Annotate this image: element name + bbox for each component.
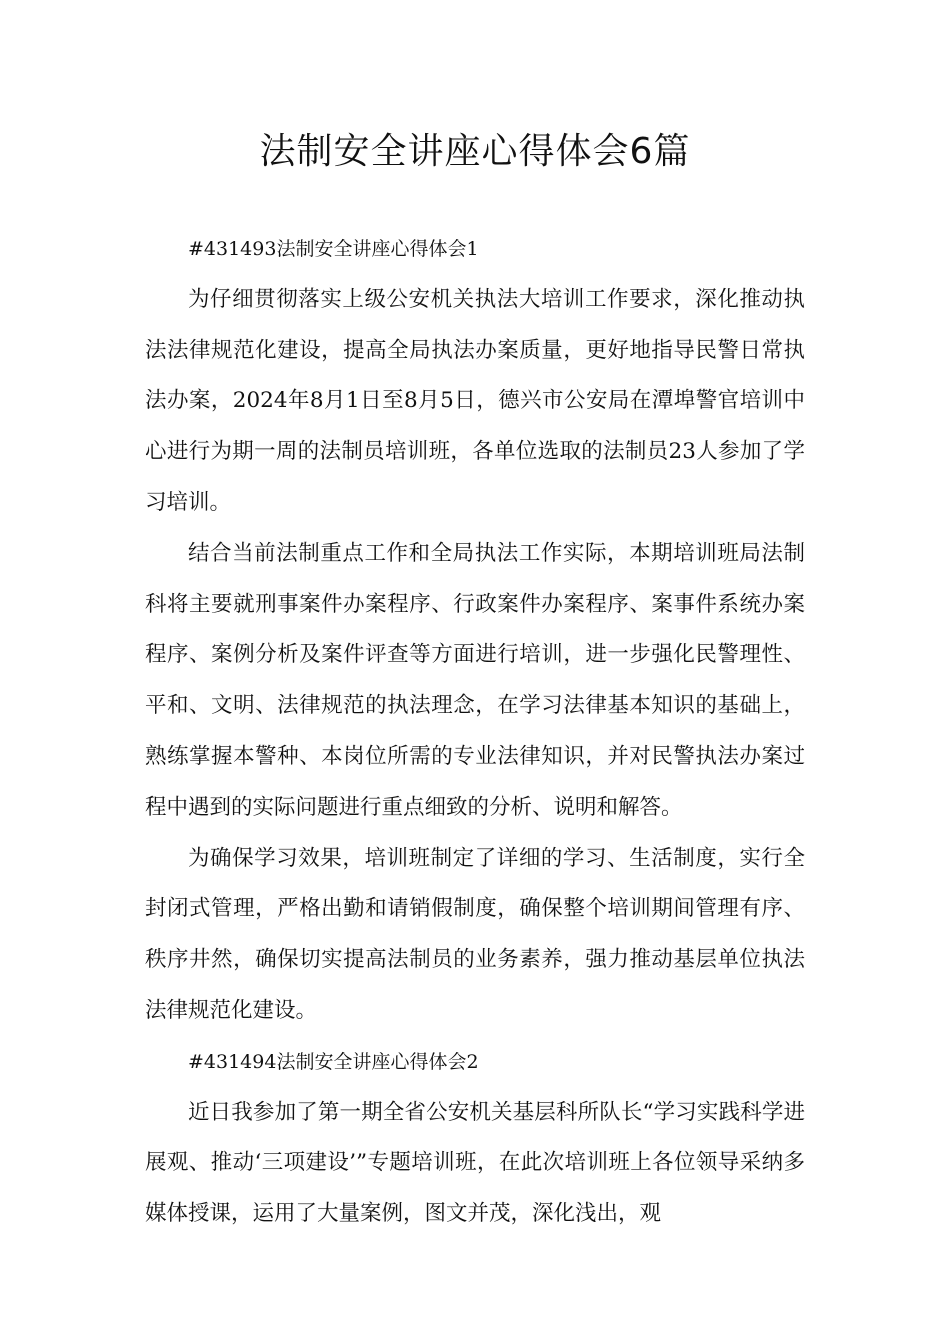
document-title: 法制安全讲座心得体会6篇 xyxy=(259,131,691,172)
section-heading-1: #431493法制安全讲座心得体会1 xyxy=(188,238,479,260)
paragraph-1: 为仔细贯彻落实上级公安机关执法大培训工作要求，深化推动执法法律规范化建设，提高全局执法办案质量，更好地指导民警日常执法办案，2024年8月1日至8月5日，德兴市公安局在潭埠警官培训中心进行为期一周的法制员培训班，各单位选取的法制员23人参加了学习培训。 xyxy=(145,286,805,515)
paragraph-4: 近日我参加了第一期全省公安机关基层科所队长“学习实践科学进展观、推动‘三项建设’”专题培训班，在此次培训班上各位领导采纳多媒体授课，运用了大量案例，图文并茂，深化浅出，观 xyxy=(145,1099,805,1227)
paragraph-2: 结合当前法制重点工作和全局执法工作实际，本期培训班局法制科将主要就刑事案件办案程序、行政案件办案程序、案事件系统办案程序、案例分析及案件评查等方面进行培训，进一步强化民警理性、平和、文明、法律规范的执法理念，在学习法律基本知识的基础上，熟练掌握本警种、本岗位所需的专业法律知识，并对民警执法办案过程中遇到的实际问题进行重点细致的分析、说明和解答。 xyxy=(145,540,805,820)
document-body xyxy=(145,224,805,1240)
section-heading-2: #431494法制安全讲座心得体会2 xyxy=(188,1050,479,1073)
paragraph-3: 为确保学习效果，培训班制定了详细的学习、生活制度，实行全封闭式管理，严格出勤和请销假制度，确保整个培训期间管理有序、秩序井然，确保切实提高法制员的业务素养，强力推动基层单位执法法律规范化建设。 xyxy=(145,845,805,1023)
